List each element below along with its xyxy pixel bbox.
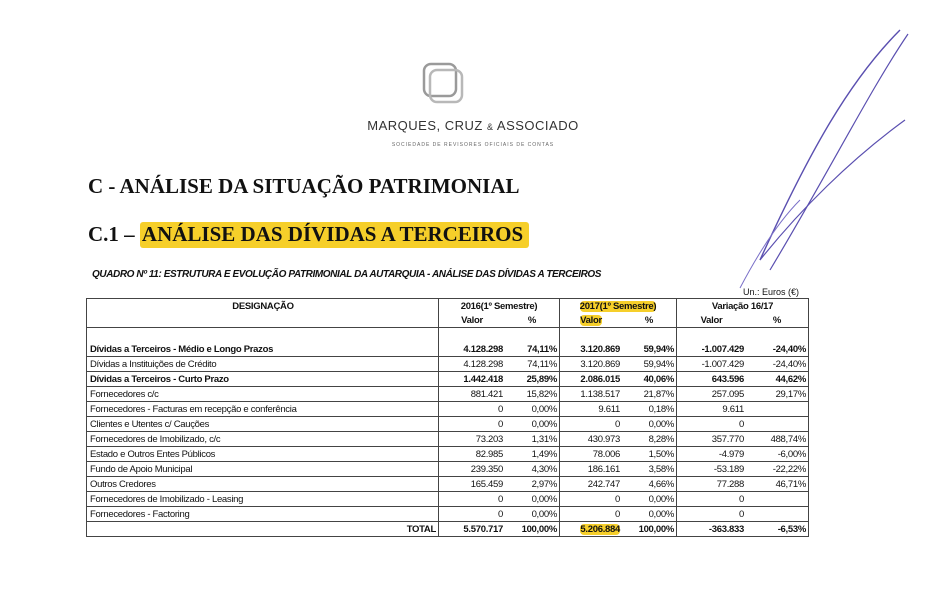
table-title: QUADRO Nº 11: ESTRUTURA E EVOLUÇÃO PATRIMONIAL DA AUTARQUIA - ANÁLISE DAS DÍVIDAS A TERCEIROS: [92, 269, 602, 280]
company-name: MARQUES, CRUZ & ASSOCIADO: [367, 118, 579, 133]
subsection-highlight: ANÁLISE DAS DÍVIDAS A TERCEIROS: [140, 222, 529, 248]
company-logo-icon: [418, 58, 466, 106]
header-designacao: DESIGNAÇÃO: [87, 299, 439, 314]
table-row: Fundo de Apoio Municipal 239.350 4,30% 186.161 3,58% -53.189 -22,22%: [87, 462, 809, 477]
header-variacao: Variação 16/17: [677, 299, 809, 314]
header-2017: 2017(1º Semestre): [560, 299, 677, 314]
table-row: Fornecedores - Facturas em recepção e conferência 0 0,00% 9.611 0,18% 9.611: [87, 402, 809, 417]
company-subtitle: SOCIEDADE DE REVISORES OFICIAIS DE CONTAS: [391, 142, 555, 148]
sub-pct-2016: %: [505, 313, 560, 328]
table-total-row: TOTAL 5.570.717 100,00% 5.206.884 100,00% -363.833 -6,53%: [87, 522, 809, 537]
subsection-heading: C.1 – ANÁLISE DAS DÍVIDAS A TERCEIROS: [88, 222, 529, 247]
table-row: Dívidas a Instituições de Crédito 4.128.298 74,11% 3.120.869 59,94% -1.007.429 -24,40%: [87, 357, 809, 372]
table-row: Fornecedores - Factoring 0 0,00% 0 0,00% 0: [87, 507, 809, 522]
total-2017-highlight: 5.206.884: [560, 522, 623, 537]
section-heading: C - ANÁLISE DA SITUAÇÃO PATRIMONIAL: [88, 174, 520, 198]
pen-signature-mark: [700, 20, 946, 290]
table-row: Fornecedores de Imobilizado - Leasing 0 0,00% 0 0,00% 0: [87, 492, 809, 507]
table-row: Outros Credores 165.459 2,97% 242.747 4,66% 77.288 46,71%: [87, 477, 809, 492]
sub-valor-2016: Valor: [439, 313, 506, 328]
header-2016: 2016(1º Semestre): [439, 299, 560, 314]
table-row: Dívidas a Terceiros - Curto Prazo 1.442.418 25,89% 2.086.015 40,06% 643.596 44,62%: [87, 372, 809, 387]
sub-valor-var: Valor: [677, 313, 747, 328]
table-row: Estado e Outros Entes Públicos 82.985 1,49% 78.006 1,50% -4.979 -6,00%: [87, 447, 809, 462]
sub-valor-2017: Valor: [560, 313, 623, 328]
table-row: Dívidas a Terceiros - Médio e Longo Prazos 4.128.298 74,11% 3.120.869 59,94% -1.007.429 -24,40%: [87, 342, 809, 357]
table-row: Fornecedores de Imobilizado, c/c 73.203 1,31% 430.973 8,28% 357.770 488,74%: [87, 432, 809, 447]
debts-table: [86, 298, 809, 537]
table-subheader-row: [87, 313, 809, 328]
table-header-row: [87, 299, 809, 314]
sub-pct-var: %: [746, 313, 809, 328]
sub-pct-2017: %: [622, 313, 677, 328]
unit-label: Un.: Euros (€): [742, 287, 799, 297]
table-row: Fornecedores c/c 881.421 15,82% 1.138.517 21,87% 257.095 29,17%: [87, 387, 809, 402]
table-row: Clientes e Utentes c/ Cauções 0 0,00% 0 0,00% 0: [87, 417, 809, 432]
